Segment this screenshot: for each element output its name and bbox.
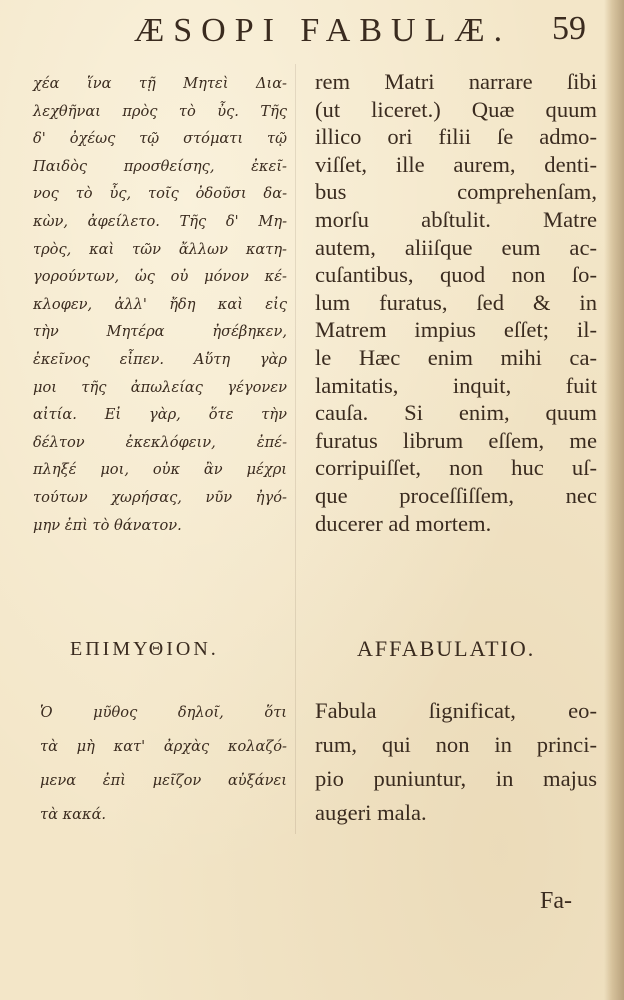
latin-moral-line: Fabula ſignificat, eo- [315, 698, 597, 723]
greek-moral-line: τὰ κακά. [40, 806, 107, 823]
greek-line: κὼν, ἀφείλετο. Τῆς δ' Μη- [33, 212, 287, 230]
page-number: 59 [552, 10, 586, 47]
latin-line: que proceſſiſſem, nec [315, 482, 597, 508]
greek-line: νος τὸ ὖς, τοῖς ὀδοῦσι δα- [33, 185, 287, 203]
catchword: Fa- [540, 888, 572, 914]
latin-line: cauſa. Si enim, quum [315, 400, 597, 426]
greek-line: αἰτία. Εἰ γὰρ, ὅτε τὴν [33, 406, 287, 424]
greek-moral-line: μενα ἐπὶ μεῖζον αὐξάνει [40, 772, 287, 789]
latin-line: ducerer ad mortem. [315, 510, 492, 536]
greek-fable-text [33, 70, 287, 539]
page-edge-shadow [604, 0, 624, 1000]
column-divider [295, 64, 296, 834]
greek-line: τὴν Μητέρα ἠσέβηκεν, [33, 323, 287, 341]
latin-line: viſſet, ille aurem, denti- [315, 151, 597, 177]
latin-line: le Hæc enim mihi ca- [315, 344, 597, 370]
latin-line: furatus librum eſſem, me [315, 427, 597, 453]
greek-moral-heading: ΕΠΙΜΥΘΙΟΝ. [70, 638, 219, 660]
greek-moral-line: τὰ μὴ κατ' ἀρχὰς κολαζό- [40, 738, 287, 755]
latin-line: illico ori filii ſe admo- [315, 124, 597, 150]
greek-moral-text [40, 696, 287, 832]
greek-line: δ' ὀχέως τῷ στόματι τῷ [33, 130, 287, 148]
latin-moral-line: rum, qui non in princi- [315, 732, 597, 757]
latin-fable-text [315, 68, 597, 537]
latin-moral-text [315, 694, 597, 830]
latin-line: morſu abſtulit. Matre [315, 206, 597, 232]
latin-moral-heading: AFFABULATIO. [357, 636, 536, 661]
greek-line: λεχθῆναι πρὸς τὸ ὖς. Τῆς [33, 102, 287, 120]
latin-line: bus comprehenſam, [315, 179, 597, 205]
greek-line: γορούντων, ὡς οὐ μόνον κέ- [33, 268, 287, 286]
greek-line: δέλτον ἐκεκλόφειν, ἐπέ- [33, 433, 287, 451]
greek-line: ἐκεῖνος εἶπεν. Αὕτη γὰρ [33, 350, 287, 368]
latin-line: lum furatus, ſed & in [315, 289, 597, 315]
greek-line: μοι τῆς ἀπωλείας γέγονεν [33, 378, 287, 396]
latin-line: cuſantibus, quod non ſo- [315, 262, 597, 288]
greek-line: κλοφεν, ἀλλ' ἤδη καὶ εἰς [33, 295, 287, 313]
running-title: ÆSOPI FABULÆ. [134, 12, 512, 49]
greek-line: πληξέ μοι, οὐκ ἂν μέχρι [33, 461, 287, 479]
latin-moral-line: pio puniuntur, in majus [315, 766, 597, 791]
greek-line: Παιδὸς προσθείσης, ἐκεῖ- [33, 157, 287, 175]
latin-line: Matrem impius eſſet; il- [315, 317, 597, 343]
latin-line: (ut liceret.) Quæ quum [315, 96, 597, 122]
greek-line: τούτων χωρήσας, νῦν ἠγό- [33, 488, 287, 506]
greek-line: μην ἐπὶ τὸ θάνατον. [33, 516, 182, 534]
greek-moral-line: Ὁ μῦθος δηλοῖ, ὅτι [40, 704, 287, 721]
latin-line: autem, aliiſque eum ac- [315, 234, 597, 260]
greek-line: τρὸς, καὶ τῶν ἄλλων κατη- [33, 240, 287, 258]
latin-line: rem Matri narrare ſibi [315, 69, 597, 94]
latin-line: lamitatis, inquit, fuit [315, 372, 597, 398]
latin-moral-line: augeri mala. [315, 800, 427, 825]
page-header [0, 8, 624, 52]
latin-line: corripuiſſet, non huc uſ- [315, 455, 597, 481]
greek-line: χέα ἵνα τῇ Μητεὶ Δια- [33, 75, 287, 92]
